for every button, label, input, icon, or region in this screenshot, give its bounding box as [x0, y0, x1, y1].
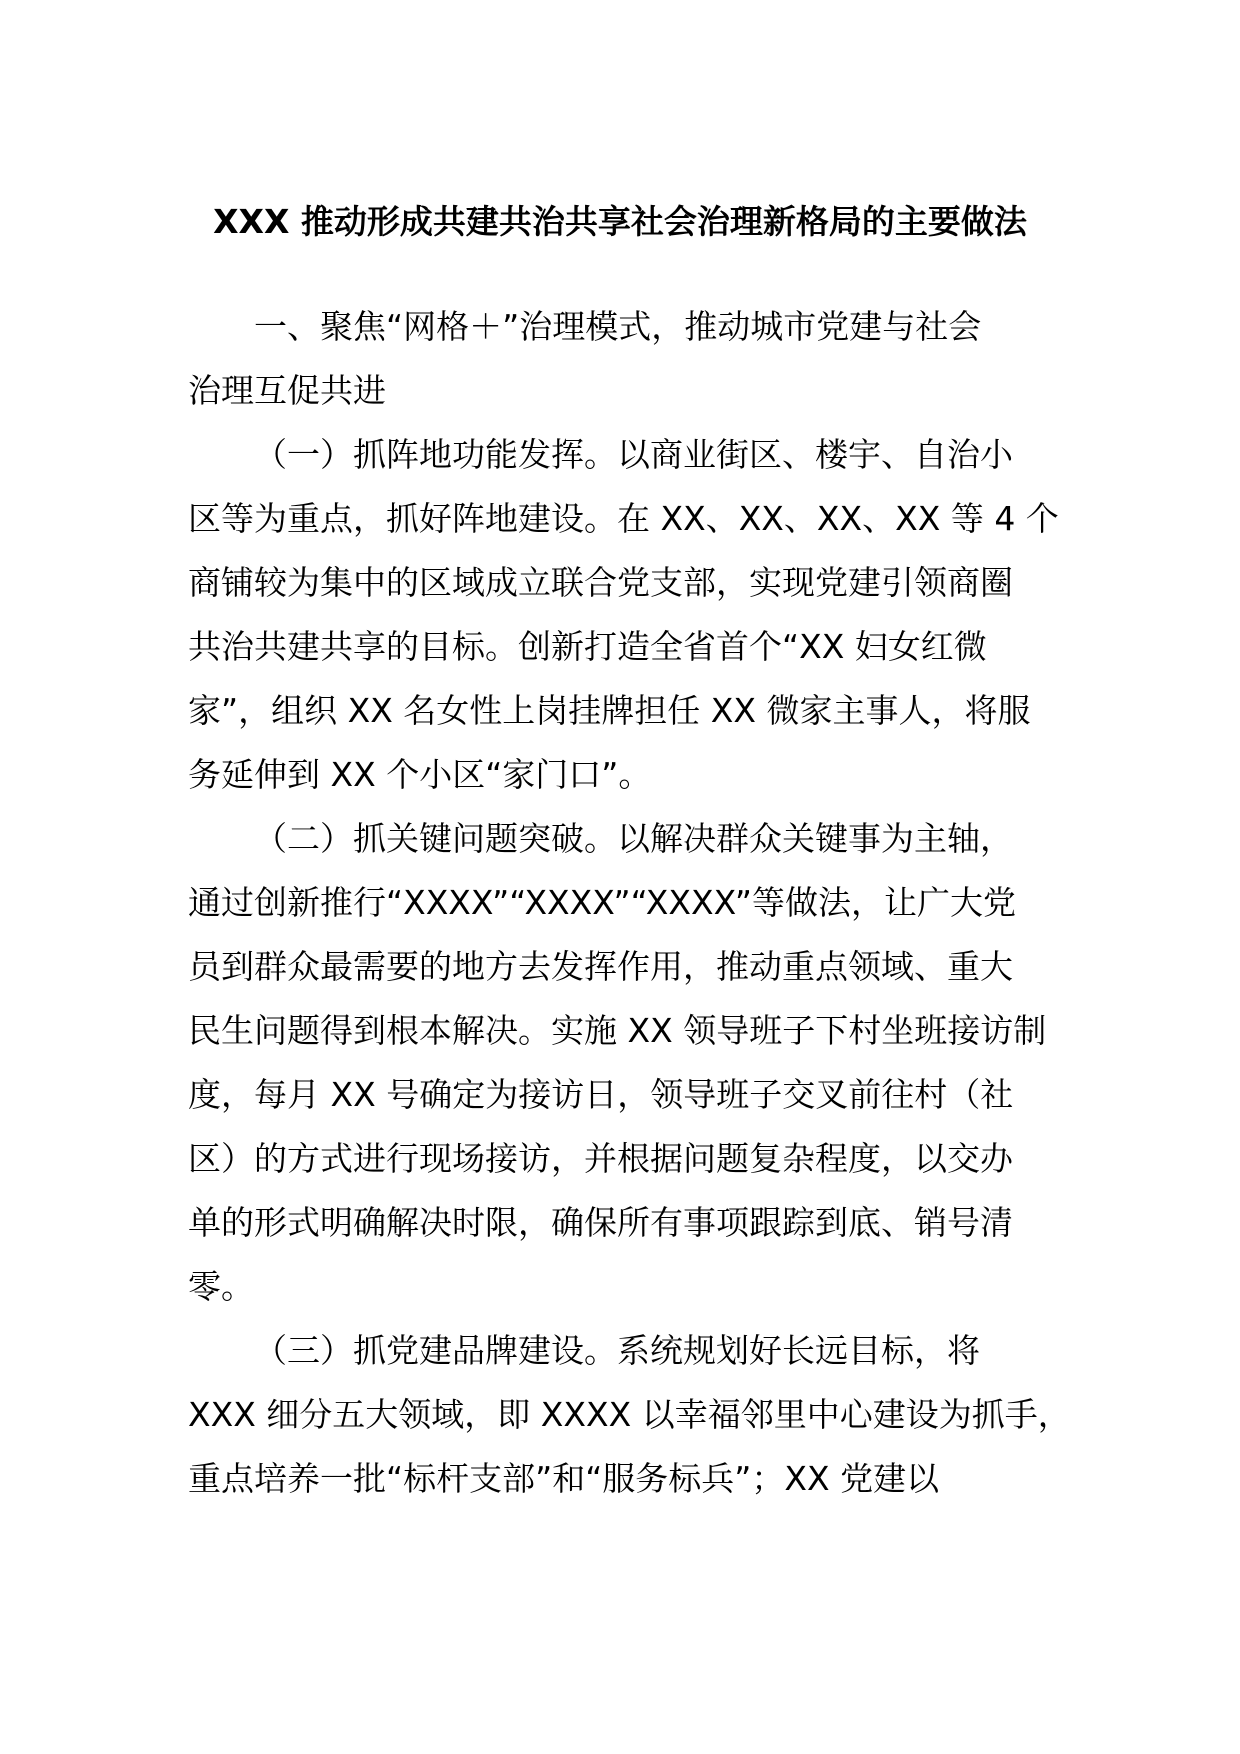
- text-line: （三）抓党建品牌建设。系统规划好长远目标，将: [254, 1331, 980, 1370]
- text-line: XXX 细分五大领域，即 XXXX 以幸福邻里中心建设为抓手，: [188, 1395, 1071, 1434]
- text-line: 通过创新推行“XXXX”“XXXX”“XXXX”等做法，让广大党: [188, 883, 1016, 922]
- text-line: 家”，组织 XX 名女性上岗挂牌担任 XX 微家主事人，将服: [188, 691, 1031, 730]
- text-line: （二）抓关键问题突破。以解决群众关键事为主轴，: [254, 819, 1013, 858]
- text-line: 区）的方式进行现场接访，并根据问题复杂程度，以交办: [188, 1139, 1013, 1178]
- text-line: 治理互促共进: [188, 371, 386, 410]
- paragraph-3: [188, 1319, 1071, 1511]
- text-line: 务延伸到 XX 个小区“家门口”。: [188, 755, 652, 794]
- text-line: 单的形式明确解决时限，确保所有事项跟踪到底、销号清: [188, 1203, 1013, 1242]
- text-line: 零。: [188, 1267, 254, 1306]
- paragraph-1: [188, 423, 1068, 807]
- text-line: 商铺较为集中的区域成立联合党支部，实现党建引领商圈: [188, 563, 1013, 602]
- section-heading-1: [188, 295, 1068, 423]
- text-line: 共治共建共享的目标。创新打造全省首个“XX 妇女红微: [188, 627, 987, 666]
- text-line: 民生问题得到根本解决。实施 XX 领导班子下村坐班接访制: [188, 1011, 1047, 1050]
- text-line: 重点培养一批“标杆支部”和“服务标兵”；XX 党建以: [188, 1459, 940, 1498]
- text-line: 区等为重点，抓好阵地建设。在 XX、XX、XX、XX 等 4 个: [188, 499, 1059, 538]
- text-line: （一）抓阵地功能发挥。以商业街区、楼宇、自治小: [254, 435, 1013, 474]
- paragraph-2: [188, 807, 1068, 1319]
- text-line: 一、聚焦“网格＋”治理模式，推动城市党建与社会: [254, 307, 982, 346]
- text-line: 度，每月 XX 号确定为接访日，领导班子交叉前往村（社: [188, 1075, 1014, 1114]
- text-line: 员到群众最需要的地方去发挥作用，推动重点领域、重大: [188, 947, 1013, 986]
- document-body: [188, 295, 1071, 1511]
- document-title: XXX 推动形成共建共治共享社会治理新格局的主要做法: [213, 202, 1027, 241]
